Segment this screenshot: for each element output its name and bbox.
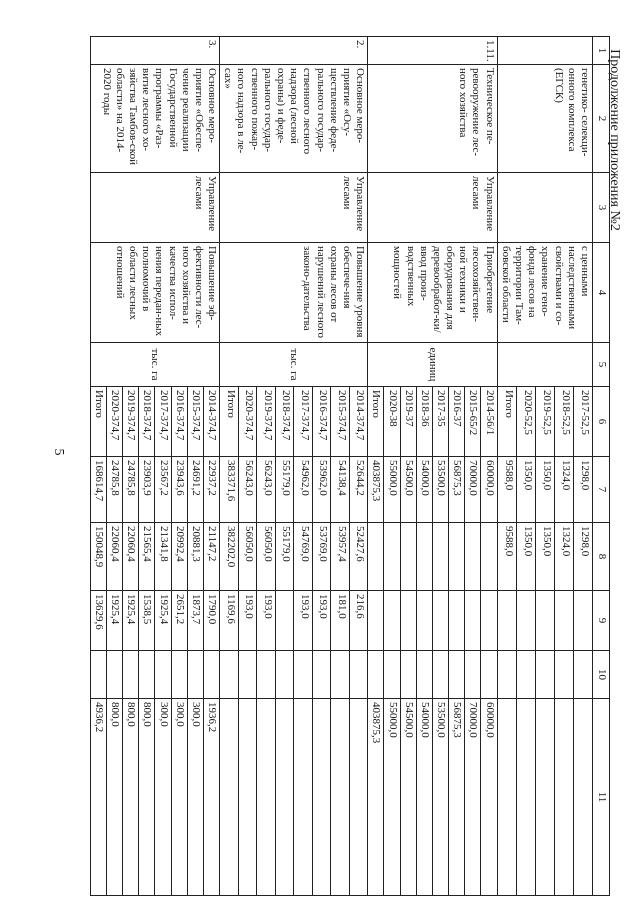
cell-c6: Итого	[90, 387, 106, 457]
cell-c9	[416, 591, 432, 651]
cell-c9: 1925,4	[106, 591, 122, 651]
cell-c1: 2.	[220, 37, 368, 65]
cell-c10	[220, 651, 239, 699]
cell-c8: 382202,0	[220, 523, 239, 591]
cell-c7: 22937,2	[203, 457, 219, 523]
cell-c11: 70000,0	[465, 699, 481, 896]
cell-c10	[312, 651, 331, 699]
cell-c10	[90, 651, 106, 699]
table-row	[573, 37, 592, 896]
cell-c8: 52427,6	[349, 523, 368, 591]
cell-c11: 403875,3	[368, 699, 384, 896]
cell-c2: Основное меро-приятие «Осу-ществление феде-рального государ-ственного лесного надзора (лесной охраны) и феде-рального государ-ственного пожар-ного надзора в ле-сах»	[220, 65, 368, 173]
cell-c8: 21341,8	[155, 523, 171, 591]
cell-c7: 383371,6	[220, 457, 239, 523]
cell-c7: 52644,2	[349, 457, 368, 523]
cell-c11	[349, 699, 368, 896]
cell-c8: 20881,3	[187, 523, 203, 591]
cell-c10	[535, 651, 554, 699]
cell-c8	[368, 523, 384, 591]
cell-c10	[275, 651, 294, 699]
cell-c7: 54500,0	[400, 457, 416, 523]
cell-c6: 2017-35	[432, 387, 448, 457]
cell-c7: 54138,4	[331, 457, 350, 523]
cell-c10	[155, 651, 171, 699]
cell-c8: 21147,2	[203, 523, 219, 591]
cell-c8	[481, 523, 497, 591]
cell-c8: 53957,4	[331, 523, 350, 591]
cell-c10	[238, 651, 257, 699]
cell-c11	[497, 699, 516, 896]
cell-c10	[465, 651, 481, 699]
cell-c8: 22060,4	[106, 523, 122, 591]
cell-c8	[449, 523, 465, 591]
cell-c8: 54769,0	[294, 523, 313, 591]
cell-c7: 54962,0	[294, 457, 313, 523]
cell-c3: Управление лесами	[90, 173, 220, 243]
cell-c5: тыс. га	[220, 343, 368, 387]
cell-c10	[106, 651, 122, 699]
cell-c9: 181,0	[331, 591, 350, 651]
cell-c8: 53769,0	[312, 523, 331, 591]
rotated-table-frame	[80, 36, 610, 895]
table-row	[203, 37, 219, 896]
cell-c9: 1925,4	[123, 591, 139, 651]
header-cell: 10	[593, 651, 610, 699]
cell-c9	[554, 591, 573, 651]
cell-c7: 55000,0	[384, 457, 400, 523]
cell-c6: 2018-374,7	[139, 387, 155, 457]
cell-c5: тыс. га	[90, 343, 220, 387]
cell-c6: 2019-374,7	[123, 387, 139, 457]
cell-c10	[187, 651, 203, 699]
cell-c11	[554, 699, 573, 896]
program-table	[90, 36, 610, 896]
cell-c6: 2015-65/2	[465, 387, 481, 457]
cell-c9: 193,0	[294, 591, 313, 651]
cell-c8: 9588,0	[497, 523, 516, 591]
cell-c7: 60000,0	[481, 457, 497, 523]
cell-c8: 1350,0	[516, 523, 535, 591]
cell-c10	[331, 651, 350, 699]
cell-c11: 300,0	[171, 699, 187, 896]
cell-c2: генетико- селекци-онного комплекса (ЕГСК)	[497, 65, 592, 173]
cell-c10	[432, 651, 448, 699]
cell-c6: 2014-374,7	[203, 387, 219, 457]
cell-c11: 300,0	[187, 699, 203, 896]
cell-c10	[481, 651, 497, 699]
cell-c11	[238, 699, 257, 896]
header-cell: 5	[593, 343, 610, 387]
cell-c7: 70000,0	[465, 457, 481, 523]
cell-c5	[497, 343, 592, 387]
cell-c9: 1790,0	[203, 591, 219, 651]
cell-c7: 23943,6	[171, 457, 187, 523]
cell-c6: 2017-52,5	[573, 387, 592, 457]
cell-c11: 60000,0	[481, 699, 497, 896]
cell-c11: 4936,2	[90, 699, 106, 896]
cell-c6: 2017-374,7	[294, 387, 313, 457]
table-sheet	[80, 36, 610, 895]
cell-c8: 1298,0	[573, 523, 592, 591]
cell-c9: 1538,5	[139, 591, 155, 651]
cell-c6: 2015-374,7	[187, 387, 203, 457]
cell-c11	[257, 699, 276, 896]
cell-c1	[497, 37, 592, 65]
header-cell: 8	[593, 523, 610, 591]
cell-c9	[400, 591, 416, 651]
cell-c1: 1.11.	[368, 37, 498, 65]
cell-c9	[573, 591, 592, 651]
cell-c6: Итого	[368, 387, 384, 457]
cell-c10	[257, 651, 276, 699]
cell-c9	[497, 591, 516, 651]
cell-c11: 300,0	[155, 699, 171, 896]
cell-c1: 3.	[90, 37, 220, 65]
cell-c11: 54000,0	[416, 699, 432, 896]
cell-c4: Повышение уровня обеспече-ния охраны лесов от нарушений лесного законо-дательства	[220, 243, 368, 343]
cell-c8: 56050,0	[257, 523, 276, 591]
cell-c7: 9588,0	[497, 457, 516, 523]
cell-c11: 800,0	[139, 699, 155, 896]
cell-c8: 150048,9	[90, 523, 106, 591]
cell-c2: Основное меро-приятие «Обеспе-чение реализации Государственной программы «Раз-витие лесного хо-зяйства Тамбов-ской области» на 2014-2020 годы	[90, 65, 220, 173]
cell-c6: 2018-374,7	[275, 387, 294, 457]
cell-c7: 55179,0	[275, 457, 294, 523]
cell-c8: 1324,0	[554, 523, 573, 591]
cell-c10	[203, 651, 219, 699]
cell-c7: 23567,2	[155, 457, 171, 523]
cell-c10	[516, 651, 535, 699]
cell-c10	[554, 651, 573, 699]
cell-c6: Итого	[497, 387, 516, 457]
cell-c6: 2018-52,5	[554, 387, 573, 457]
cell-c3: Управление лесами	[368, 173, 498, 243]
cell-c11: 55000,0	[384, 699, 400, 896]
header-cell: 6	[593, 387, 610, 457]
cell-c11	[312, 699, 331, 896]
cell-c7: 403875,3	[368, 457, 384, 523]
cell-c11	[535, 699, 554, 896]
cell-c9	[384, 591, 400, 651]
appendix-caption: Продолжение приложения №2	[607, 49, 622, 231]
cell-c10	[368, 651, 384, 699]
cell-c7: 53500,0	[432, 457, 448, 523]
cell-c6: 2016-37	[449, 387, 465, 457]
cell-c2: Техническое пе-ревооружение лес-ного хозяйства	[368, 65, 498, 173]
cell-c10	[349, 651, 368, 699]
cell-c10	[123, 651, 139, 699]
header-row	[593, 37, 610, 896]
cell-c9: 193,0	[312, 591, 331, 651]
header-cell: 7	[593, 457, 610, 523]
cell-c10	[573, 651, 592, 699]
cell-c11: 53500,0	[432, 699, 448, 896]
cell-c11: 800,0	[123, 699, 139, 896]
cell-c9: 1169,6	[220, 591, 239, 651]
cell-c11: 56875,3	[449, 699, 465, 896]
cell-c7: 1350,0	[516, 457, 535, 523]
cell-c6: 2020-38	[384, 387, 400, 457]
cell-c6: 2019-374,7	[257, 387, 276, 457]
cell-c6: 2019-52,5	[535, 387, 554, 457]
cell-c4: Повышение эф-фективности лес-ного хозяйства и качества испол-нения передан-ных полномочий в области лесных отношений	[90, 243, 220, 343]
cell-c5: единиц	[368, 343, 498, 387]
cell-c11: 54500,0	[400, 699, 416, 896]
cell-c11	[573, 699, 592, 896]
cell-c11: 1936,2	[203, 699, 219, 896]
page-number: 5	[51, 448, 66, 456]
cell-c6: 2014-56/1	[481, 387, 497, 457]
cell-c10	[449, 651, 465, 699]
cell-c6: 2016-374,7	[312, 387, 331, 457]
cell-c8: 1350,0	[535, 523, 554, 591]
header-cell: 4	[593, 243, 610, 343]
cell-c6: 2014-374,7	[349, 387, 368, 457]
cell-c9	[465, 591, 481, 651]
cell-c7: 56875,3	[449, 457, 465, 523]
header-cell: 2	[593, 65, 610, 173]
header-cell: 1	[593, 37, 610, 65]
cell-c6: 2018-36	[416, 387, 432, 457]
cell-c8	[465, 523, 481, 591]
cell-c9: 1925,4	[155, 591, 171, 651]
cell-c8	[400, 523, 416, 591]
cell-c8	[416, 523, 432, 591]
cell-c7: 24691,2	[187, 457, 203, 523]
cell-c6: 2016-374,7	[171, 387, 187, 457]
header-cell: 9	[593, 591, 610, 651]
cell-c6: 2019-37	[400, 387, 416, 457]
cell-c10	[171, 651, 187, 699]
cell-c11	[220, 699, 239, 896]
cell-c3: Управление лесами	[220, 173, 368, 243]
header-cell: 3	[593, 173, 610, 243]
cell-c9: 216,6	[349, 591, 368, 651]
table-row	[349, 37, 368, 896]
cell-c7: 54000,0	[416, 457, 432, 523]
cell-c9	[481, 591, 497, 651]
cell-c9	[432, 591, 448, 651]
cell-c9: 1873,7	[187, 591, 203, 651]
cell-c9	[535, 591, 554, 651]
cell-c4: с ценными наследственными свойствами и со-хранение гено-фонда лесов на территории Там-бовской области	[497, 243, 592, 343]
cell-c3	[497, 173, 592, 243]
header-cell: 11	[593, 699, 610, 896]
cell-c7: 23903,9	[139, 457, 155, 523]
cell-c9	[516, 591, 535, 651]
cell-c6: 2020-374,7	[106, 387, 122, 457]
table-row	[481, 37, 497, 896]
cell-c9: 193,0	[257, 591, 276, 651]
cell-c7: 1298,0	[573, 457, 592, 523]
cell-c7: 1350,0	[535, 457, 554, 523]
cell-c10	[497, 651, 516, 699]
cell-c8	[432, 523, 448, 591]
cell-c11	[516, 699, 535, 896]
cell-c11	[294, 699, 313, 896]
cell-c6: Итого	[220, 387, 239, 457]
cell-c11	[331, 699, 350, 896]
cell-c6: 2017-374,7	[155, 387, 171, 457]
cell-c9: 13629,6	[90, 591, 106, 651]
cell-c10	[400, 651, 416, 699]
cell-c7: 53962,0	[312, 457, 331, 523]
cell-c9	[368, 591, 384, 651]
cell-c9: 193,0	[238, 591, 257, 651]
cell-c8: 56050,0	[238, 523, 257, 591]
cell-c10	[139, 651, 155, 699]
cell-c10	[416, 651, 432, 699]
cell-c10	[384, 651, 400, 699]
cell-c6: 2015-374,7	[331, 387, 350, 457]
cell-c10	[294, 651, 313, 699]
cell-c9	[449, 591, 465, 651]
cell-c8: 55179,0	[275, 523, 294, 591]
cell-c6: 2020-52,5	[516, 387, 535, 457]
cell-c4: Приобретение лесохозяйствен-ной техники и оборудования для деревообработ-ки/ввод произ-водственных мощностей	[368, 243, 498, 343]
cell-c11	[275, 699, 294, 896]
cell-c8: 21565,4	[139, 523, 155, 591]
cell-c9: 2651,2	[171, 591, 187, 651]
cell-c7: 24785,8	[106, 457, 122, 523]
cell-c7: 24785,8	[123, 457, 139, 523]
cell-c8	[384, 523, 400, 591]
cell-c7: 1324,0	[554, 457, 573, 523]
cell-c8: 22060,4	[123, 523, 139, 591]
cell-c9	[275, 591, 294, 651]
cell-c7: 56243,0	[257, 457, 276, 523]
cell-c11: 800,0	[106, 699, 122, 896]
cell-c8: 20992,4	[171, 523, 187, 591]
cell-c7: 168614,7	[90, 457, 106, 523]
cell-c7: 56243,0	[238, 457, 257, 523]
cell-c6: 2020-374,7	[238, 387, 257, 457]
